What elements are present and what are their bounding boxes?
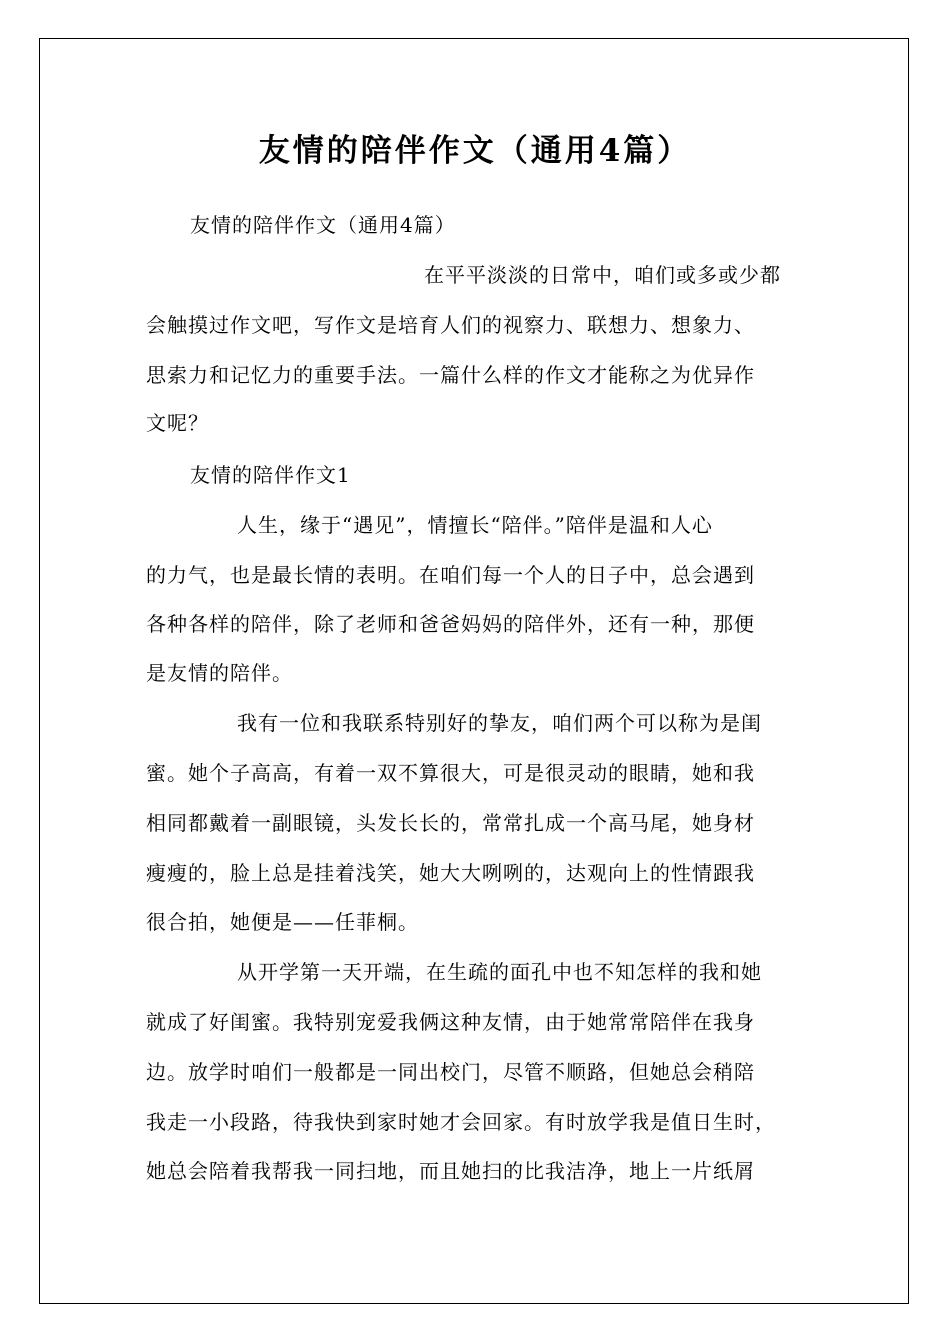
paragraph1-line-1: 人生，缘于“遇见”，情擅长“陪伴。”陪伴是温和人心 [237, 513, 713, 537]
paragraph2-line-5: 很合拍，她便是——任菲桐。 [146, 910, 419, 934]
paragraph1-line-3: 各种各样的陪伴，除了老师和爸爸妈妈的陪伴外，还有一种，那便 [146, 612, 755, 636]
paragraph2-line-2: 蜜。她个子高高，有着一双不算很大，可是很灵动的眼睛，她和我 [146, 761, 755, 785]
paragraph3-line-3: 边。放学时咱们一般都是一同出校门，尽管不顺路，但她总会稍陪 [146, 1060, 755, 1084]
paragraph2-line-4: 瘦瘦的，脸上总是挂着浅笑，她大大咧咧的，达观向上的性情跟我 [146, 861, 755, 885]
section-heading: 友情的陪伴作文1 [190, 463, 351, 487]
paragraph1-line-4: 是友情的陪伴。 [146, 661, 293, 685]
paragraph2-line-3: 相同都戴着一副眼镜，头发长长的，常常扎成一个高马尾，她身材 [146, 811, 755, 835]
intro-line-1: 在平平淡淡的日常中，咱们或多或少都 [424, 263, 781, 287]
document-subtitle: 友情的陪伴作文（通用4篇） [190, 213, 456, 237]
intro-line-4: 文呢？ [146, 411, 209, 435]
paragraph3-line-4: 我走一小段路，待我快到家时她才会回家。有时放学我是值日生时， [146, 1110, 776, 1134]
document-title: 友情的陪伴作文（通用4篇） [258, 133, 692, 169]
intro-line-3: 思索力和记忆力的重要手法。一篇什么样的作文才能称之为优异作 [146, 363, 755, 387]
paragraph3-line-2: 就成了好闺蜜。我特别宠爱我俩这种友情，由于她常常陪伴在我身 [146, 1010, 755, 1034]
intro-line-2: 会触摸过作文吧，写作文是培育人们的视察力、联想力、想象力、 [146, 313, 755, 337]
paragraph3-line-1: 从开学第一天开端，在生疏的面孔中也不知怎样的我和她 [237, 960, 762, 984]
paragraph1-line-2: 的力气，也是最长情的表明。在咱们每一个人的日子中，总会遇到 [146, 563, 755, 587]
paragraph2-line-1: 我有一位和我联系特别好的挚友，咱们两个可以称为是闺 [237, 711, 762, 735]
paragraph3-line-5: 她总会陪着我帮我一同扫地，而且她扫的比我洁净，地上一片纸屑 [146, 1159, 755, 1183]
